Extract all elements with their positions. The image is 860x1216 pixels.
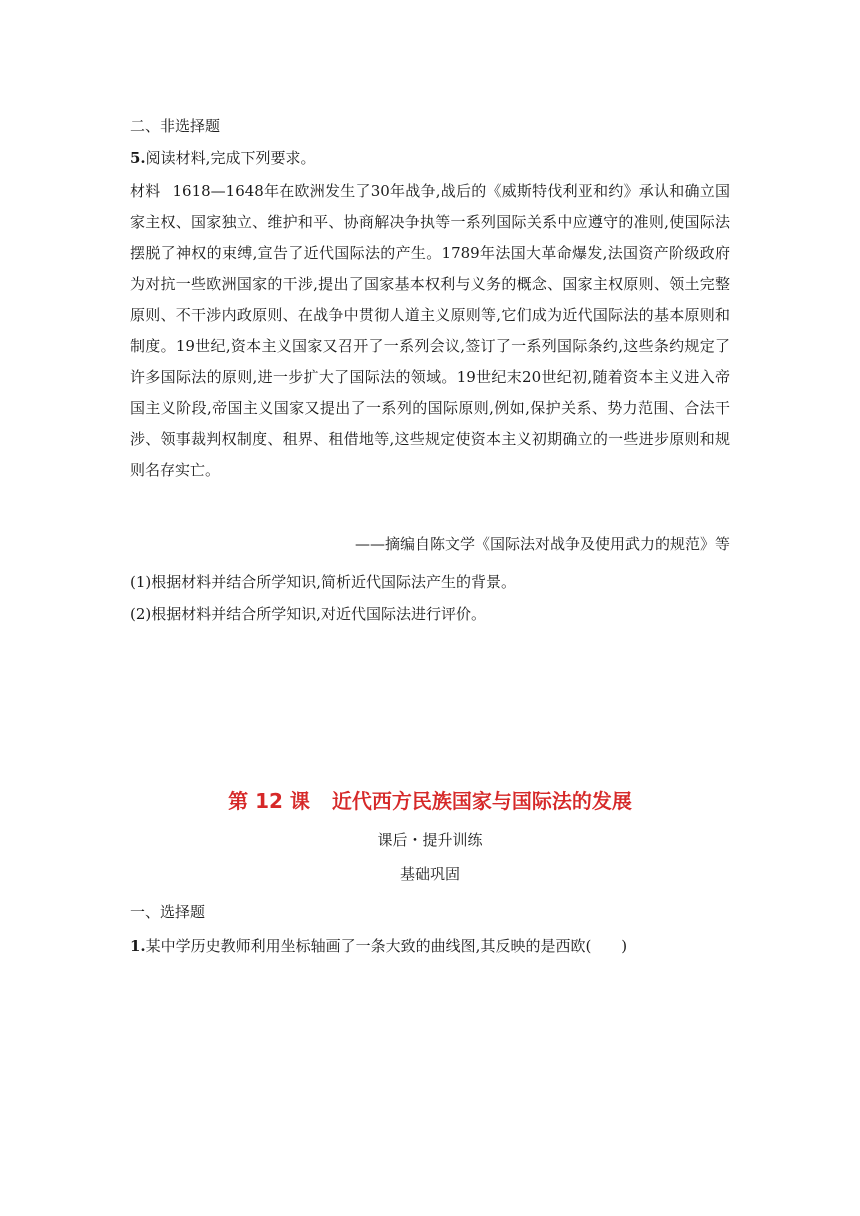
section-heading-choice: 一、选择题 <box>130 903 206 921</box>
material-paragraph <box>130 176 730 486</box>
section-heading-non-choice: 二、非选择题 <box>130 117 221 135</box>
sub-question-1: (1)根据材料并结合所学知识,简析近代国际法产生的背景。 <box>130 573 517 591</box>
lesson-number: 第 12 课 <box>228 789 310 813</box>
material-text: 1618—1648年在欧洲发生了30年战争,战后的《威斯特伐利亚和约》承认和确立国家主权、国家独立、维护和平、协商解决争执等一系列国际关系中应遵守的准则,使国际法摆脱了神权的束缚,宣告了近代国际法的产生。1789年法国大革命爆发,法国资产阶级政府为对抗一些欧洲国家的干涉,提出了国家基本权利与义务的概念、国家主权原则、领土完整原则、不干涉内政原则、在战争中贯彻人道主义原则等,它们成为近代国际法的基本原则和制度。19世纪,资本主义国家又召开了一系列会议,签订了一系列国际条约,这些条约规定了许多国际法的原则,进一步扩大了国际法的领域。19世纪末20世纪初,随着资本主义进入帝国主义阶段,帝国主义国家又提出了一系列的国际原则,例如,保护关系、势力范围、合法干涉、领事裁判权制度、租界、租借地等,这些规定使资本主义初期确立的一些进步原则和规则名存实亡。 <box>130 182 730 479</box>
lesson-title <box>0 788 860 814</box>
question-text: 阅读材料,完成下列要求。 <box>145 149 316 167</box>
question-1 <box>130 936 627 956</box>
section-label: 基础巩固 <box>399 865 460 883</box>
material-label: 材料 <box>130 182 161 200</box>
question-number: 1. <box>130 937 146 955</box>
question-text: 某中学历史教师利用坐标轴画了一条大致的曲线图,其反映的是西欧( ) <box>145 937 628 955</box>
question-number: 5. <box>130 149 146 167</box>
material-source: ——摘编自陈文学《国际法对战争及使用武力的规范》等 <box>354 535 730 553</box>
question-5-prompt <box>130 148 315 168</box>
lesson-name: 近代西方民族国家与国际法的发展 <box>331 789 632 813</box>
lesson-subtitle: 课后・提升训练 <box>377 831 483 849</box>
sub-question-2: (2)根据材料并结合所学知识,对近代国际法进行评价。 <box>130 605 487 623</box>
